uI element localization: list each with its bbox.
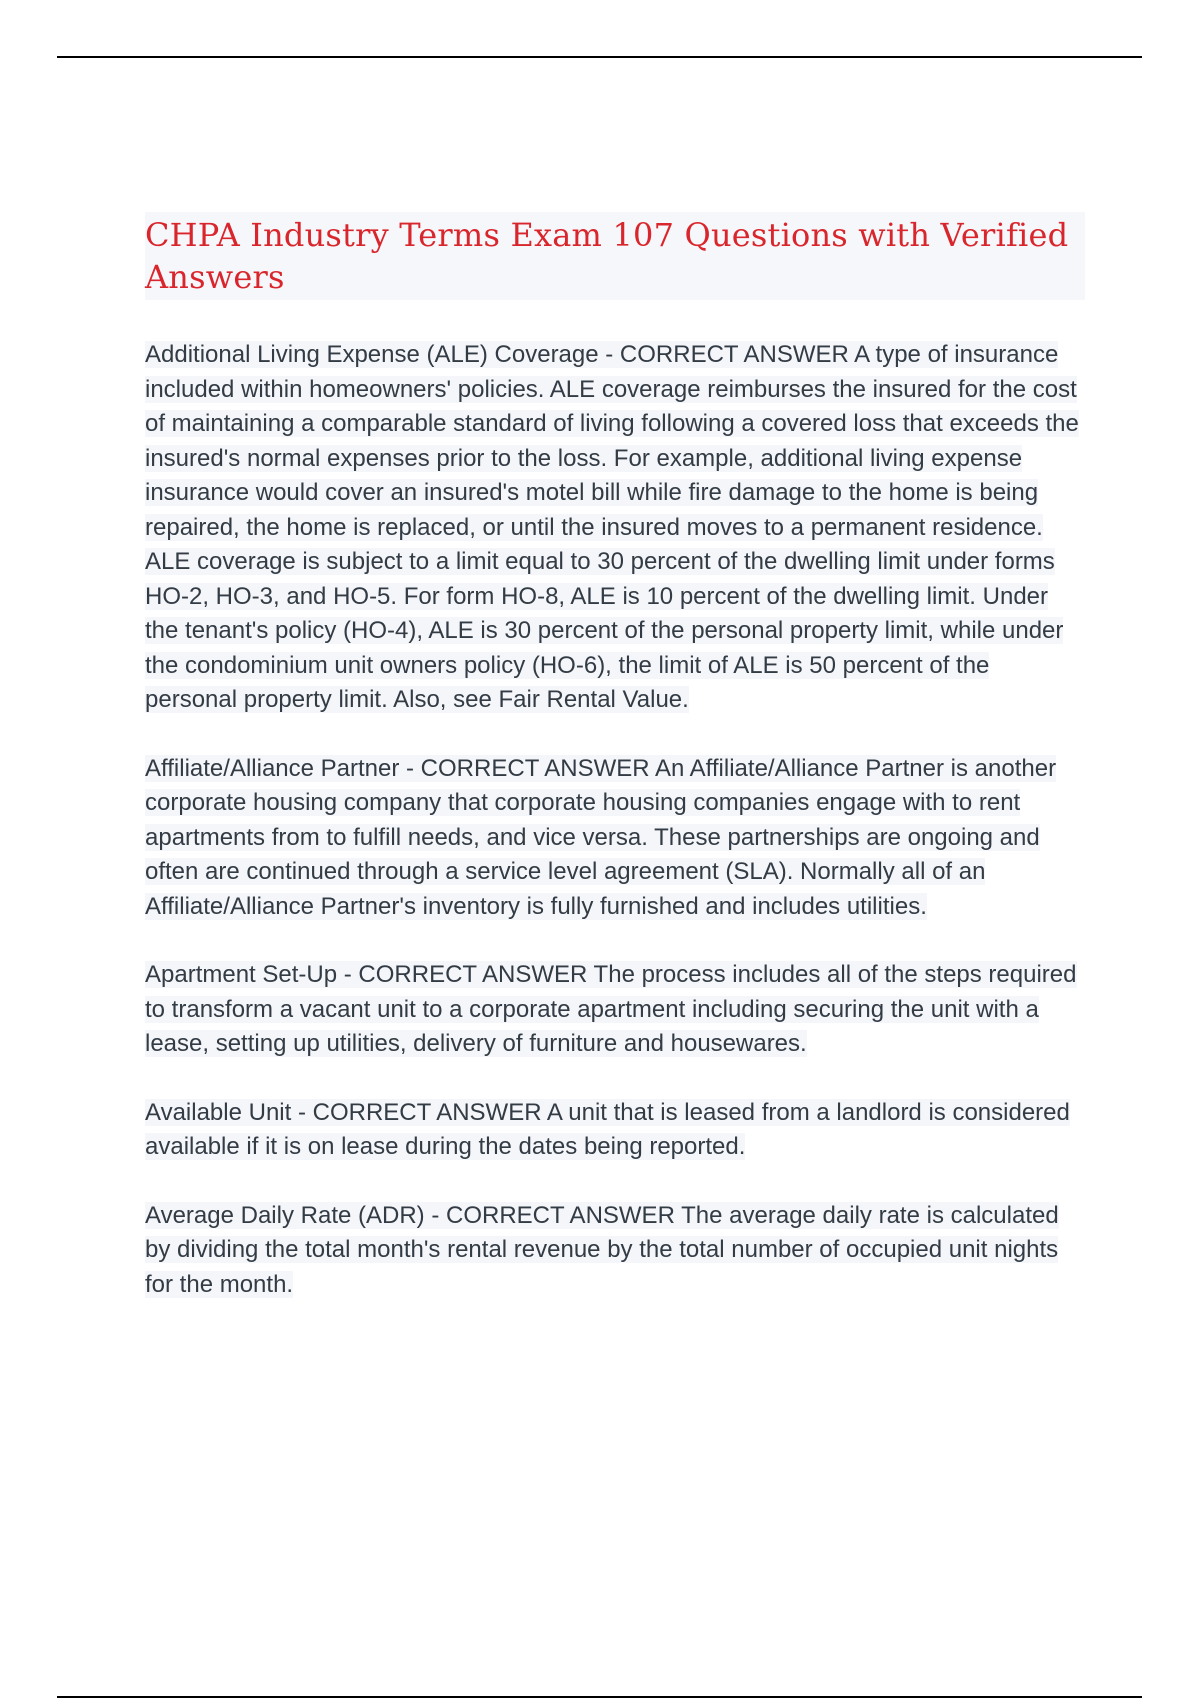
document-title: CHPA Industry Terms Exam 107 Questions with Verified Answers xyxy=(145,212,1085,300)
document-body xyxy=(145,212,1085,1336)
term-entry-ale-coverage xyxy=(145,338,1085,718)
term-entry-affiliate-partner xyxy=(145,752,1085,925)
term-entry-apartment-setup xyxy=(145,958,1085,1062)
term-entry-text: Available Unit - CORRECT ANSWER A unit that is leased from a landlord is considered available if it is on lease during the dates being reported. xyxy=(145,1098,1070,1160)
term-entry-average-daily-rate xyxy=(145,1199,1085,1303)
term-entry-text: Average Daily Rate (ADR) - CORRECT ANSWER The average daily rate is calculated by dividing the total month's rental revenue by the total number of occupied unit nights for the month. xyxy=(145,1201,1059,1298)
term-entry-text: Affiliate/Alliance Partner - CORRECT ANSWER An Affiliate/Alliance Partner is another corporate housing company that corporate housing companies engage with to rent apartments from to fulfill needs, and vice versa. These partnerships are ongoing and often are continued through a service level agreement (SLA). Normally all of an Affiliate/Alliance Partner's inventory is fully furnished and includes utilities. xyxy=(145,754,1057,920)
term-entry-text: Apartment Set-Up - CORRECT ANSWER The process includes all of the steps required to transform a vacant unit to a corporate apartment including securing the unit with a lease, setting up utilities, delivery of furniture and housewares. xyxy=(145,961,1077,1057)
term-entry-text: Additional Living Expense (ALE) Coverage - CORRECT ANSWER A type of insurance included within homeowners' policies. ALE coverage reimburses the insured for the cost of maintaining a comparable standard of living following a covered loss that exceeds the insured's normal expenses prior to the loss. For example, additional living expense insurance would cover an insured's motel bill while fire damage to the home is being repaired, the home is replaced, or until the insured moves to a permanent residence. ALE coverage is subject to a limit equal to 30 percent of the dwelling limit under forms HO-2, HO-3, and HO-5. For form HO-8, ALE is 10 percent of the dwelling limit. Under the tenant's policy (HO-4), ALE is 30 percent of the personal property limit, while under the condominium unit owners policy (HO-6), the limit of ALE is 50 percent of the personal property limit. Also, see Fair Rental Value. xyxy=(145,341,1079,713)
page-bottom-rule xyxy=(57,1696,1142,1698)
term-entry-available-unit xyxy=(145,1096,1085,1165)
page-top-rule xyxy=(57,56,1142,58)
